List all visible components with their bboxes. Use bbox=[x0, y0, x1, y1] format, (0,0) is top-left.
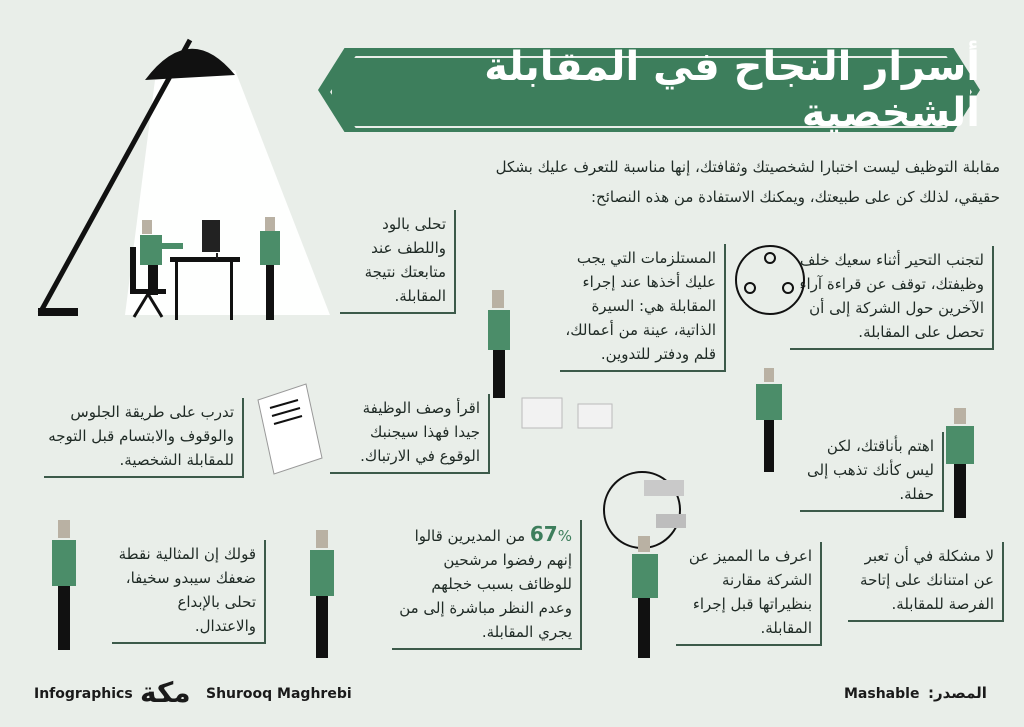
managers-percent: 67 bbox=[529, 522, 558, 546]
tip-gratitude: لا مشكلة في أن تعبر عن امتنانك على إتاحة الفرصة للمقابلة. bbox=[848, 542, 1004, 622]
footer-brand-logo: مكة bbox=[140, 676, 191, 709]
cycle-arrow-icon bbox=[590, 440, 700, 550]
page-title: أسرار النجاح في المقابلة الشخصية bbox=[484, 44, 980, 136]
tip-company: اعرف ما المميز عن الشركة مقارنة بنظيراتها قبل إجراء المقابلة. bbox=[676, 542, 822, 646]
intro-text: مقابلة التوظيف ليست اختبارا لشخصيتك وثقافتك، إنها مناسبة للتعرف عليك بشكل حقيقي، لذلك كن على طبيعتك، ويمكنك الاستفادة من هذه النصائح: bbox=[495, 158, 1000, 206]
person-thinking bbox=[756, 368, 786, 474]
person-shy bbox=[310, 530, 350, 660]
tip-managers bbox=[392, 520, 582, 650]
person-with-books bbox=[52, 520, 112, 660]
tip-job-description: اقرأ وصف الوظيفة جيدا فهذا سيجنبك الوقوع في الارتباك. bbox=[330, 394, 490, 474]
tip-kindness: تحلى بالود واللطف عند متابعتك نتيجة المقابلة. bbox=[340, 210, 456, 314]
tip-elegance: اهتم بأناقتك، لكن ليس كأنك تذهب إلى حفلة. bbox=[800, 432, 944, 512]
footer-source-name: Mashable bbox=[844, 686, 920, 702]
document-icon bbox=[248, 378, 328, 478]
desk-lamp-illustration bbox=[30, 25, 350, 325]
footer-source-label: المصدر: bbox=[928, 684, 987, 702]
footer-author: Shurooq Maghrebi bbox=[206, 686, 352, 702]
footer-infographics-label: Infographics bbox=[34, 686, 133, 702]
tip-perfection: قولك إن المثالية نقطة ضعفك سيبدو سخيفا، تحلى بالإبداع والاعتدال. bbox=[112, 540, 266, 644]
tip-avoid-confusion: لتجنب التحير أثناء سعيك خلف وظيفتك، توقف عن قراءة آراء الآخرين حول الشركة إلى أن تحصل على المقابلة. bbox=[790, 246, 994, 350]
folders-icon bbox=[518, 394, 618, 434]
managers-text: من المديرين قالوا إنهم رفضوا مرشحين للوظائف بسبب خجلهم وعدم النظر مباشرة إلى من يجري المقابلة. bbox=[399, 527, 572, 641]
tip-requirements: المستلزمات التي يجب عليك أخذها عند إجراء المقابلة هي: السيرة الذاتية، عينة من أعمالك، قلم ودفتر للتدوين. bbox=[560, 244, 726, 372]
lamp-shade bbox=[145, 49, 235, 80]
person-looking-up bbox=[632, 536, 666, 660]
managers-percent-sign: % bbox=[557, 527, 572, 545]
person-elegant bbox=[946, 408, 976, 520]
network-people-icon bbox=[722, 238, 822, 318]
person-reading bbox=[488, 290, 528, 400]
tip-posture: تدرب على طريقة الجلوس والوقوف والابتسام قبل التوجه للمقابلة الشخصية. bbox=[44, 398, 244, 478]
